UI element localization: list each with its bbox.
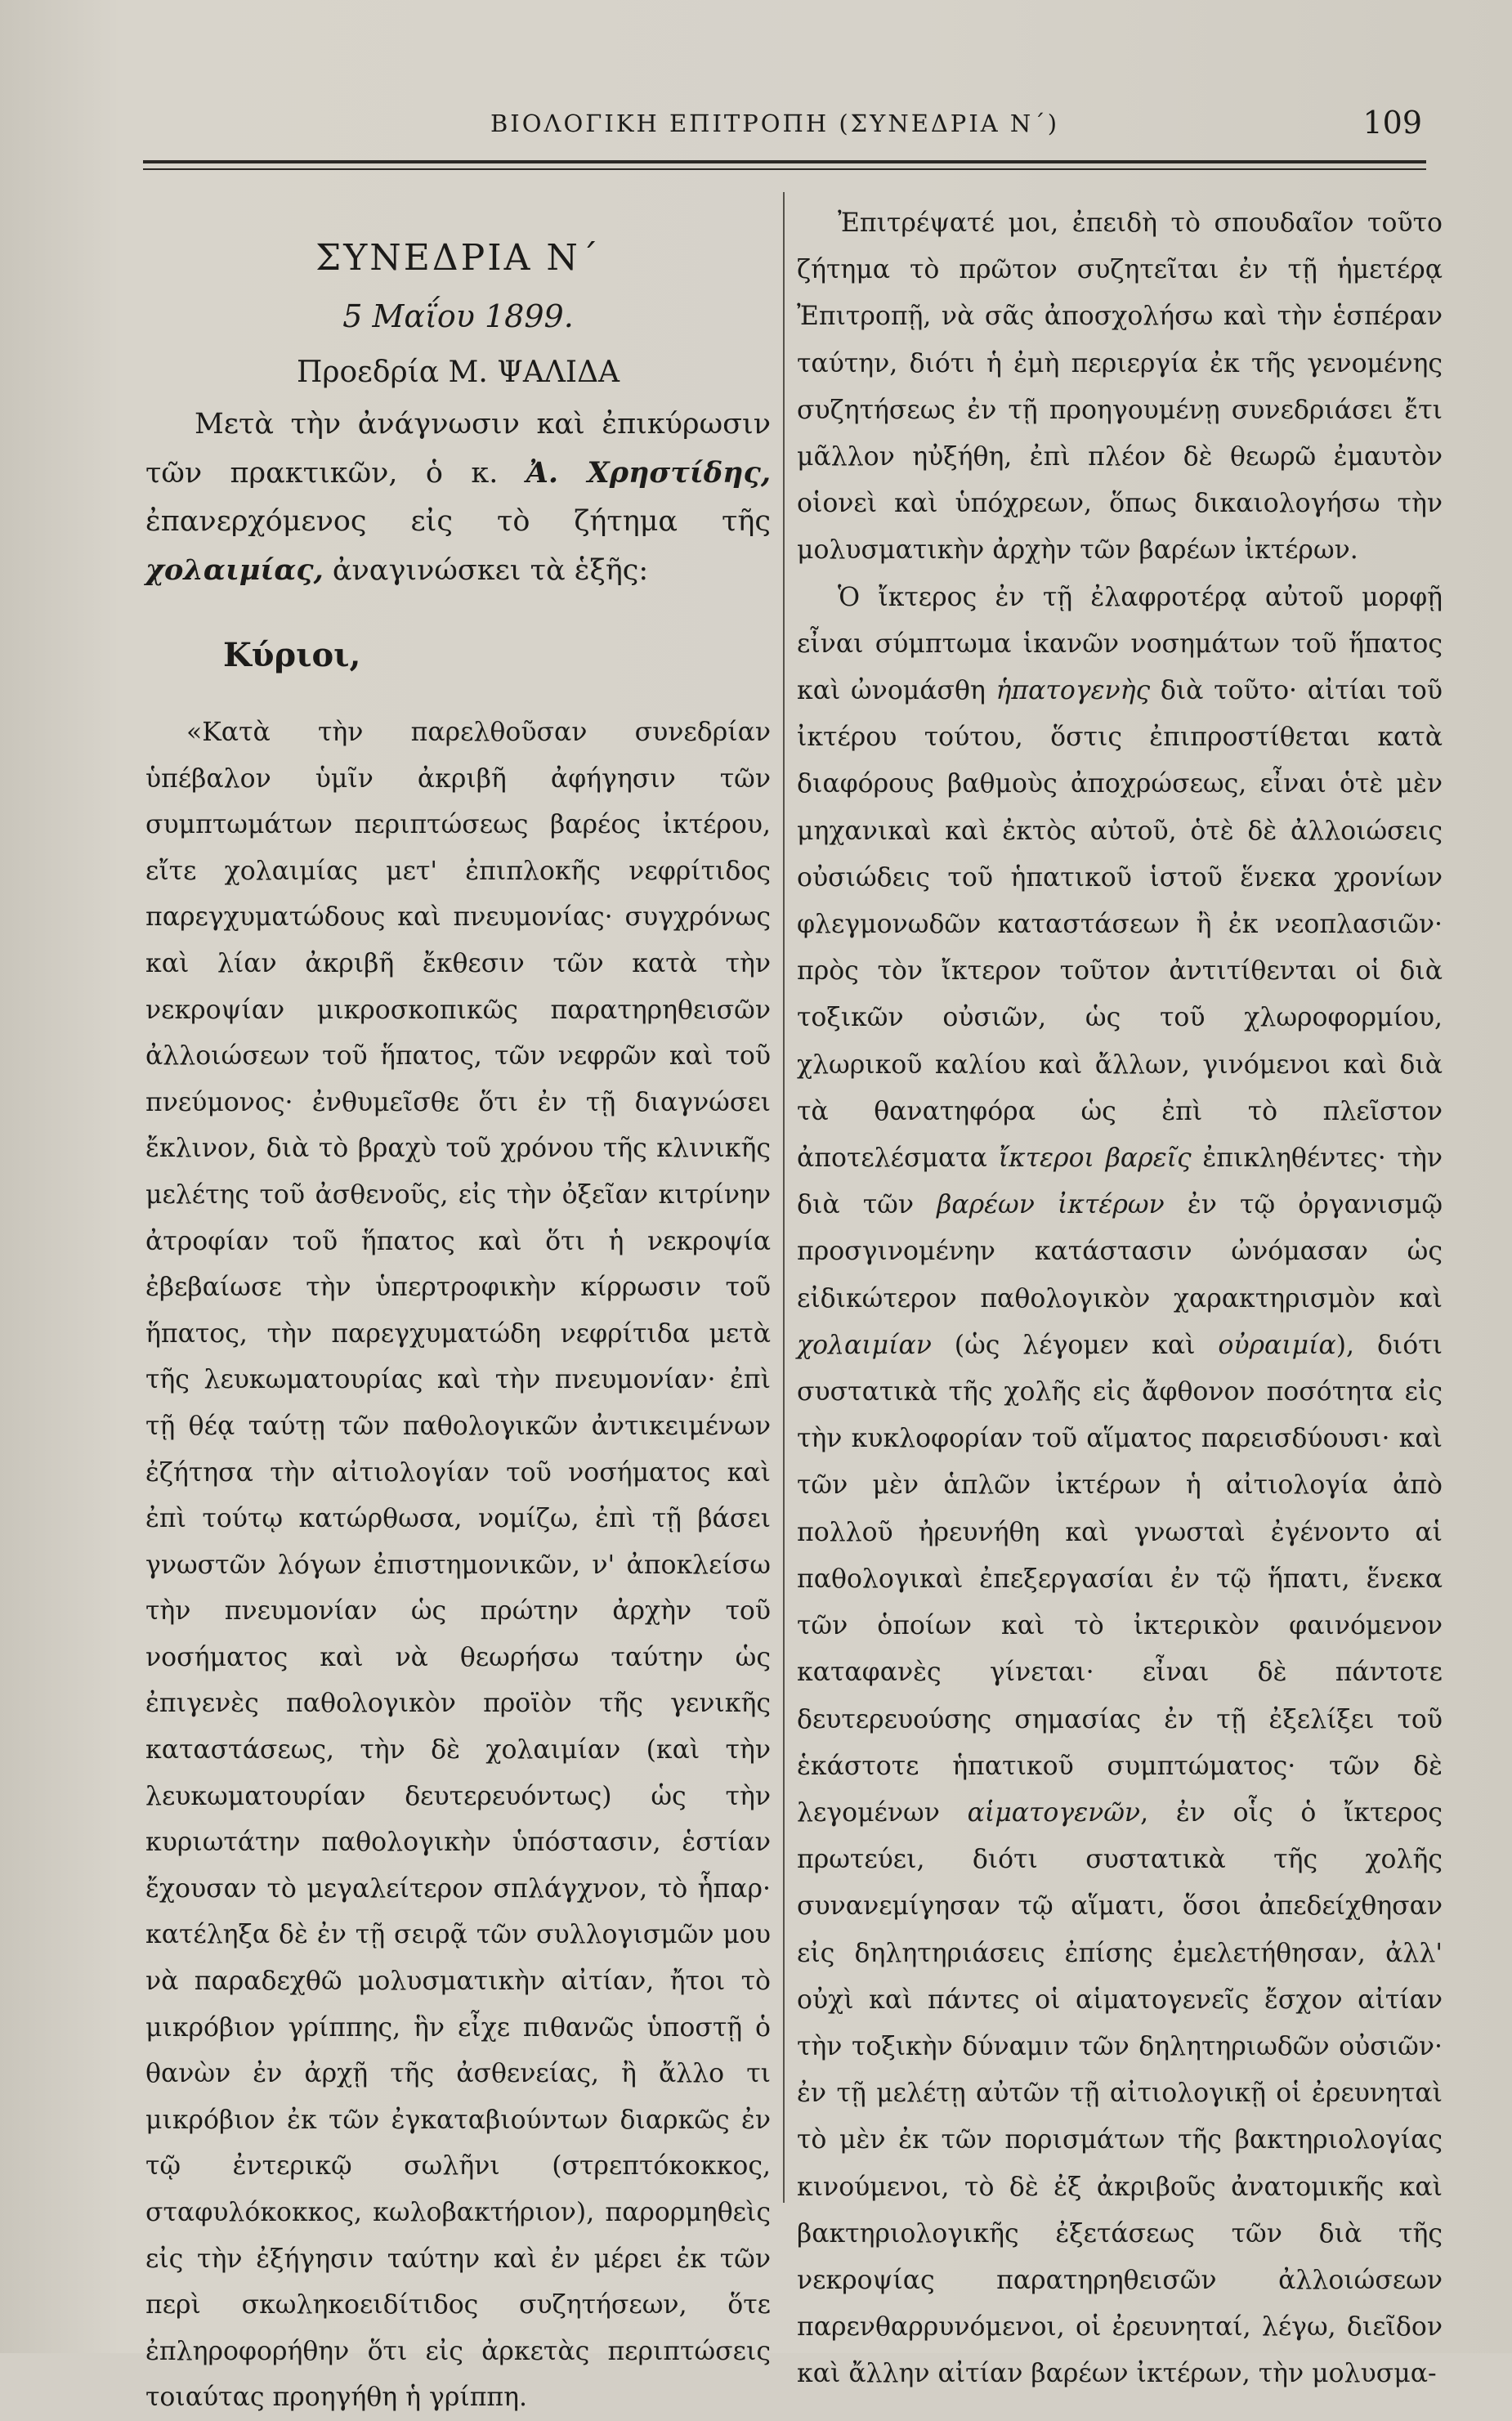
presidency-line: Προεδρία Μ. ΨΑΛΙΔΑ [296, 356, 620, 389]
left-body-paragraph: «Κατὰ τὴν παρελθοῦσαν συνεδρίαν ὑπέβαλον ὑμῖν ἀκριβῆ ἀφήγησιν τῶν συμπτωμάτων περιπτώσεως βαρέος ἰκτέρου, εἴτε χολαιμίας μετ' ἐπιπλοκῆς νεφρίτιδος παρεγχυματώδους καὶ πνευμονίας· συγχρόνως καὶ λίαν ἀκριβῆ ἔκθεσιν τῶν κατὰ τὴν νεκροψίαν μικροσκοπικῶς παρατηρηθεισῶν ἀλλοιώσεων τοῦ ἥπατος, τῶν νεφρῶν καὶ τοῦ πνεύμονος· ἐνθυμεῖσθε ὅτι ἐν τῇ διαγνώσει ἔκλινον, διὰ τὸ βραχὺ τοῦ χρόνου τῆς κλινικῆς μελέτης τοῦ ἀσθενοῦς, εἰς τὴν ὀξεῖαν κιτρίνην ἀτροφίαν τοῦ ἥπατος καὶ ὅτι ἡ νεκροψία ἐβεβαίωσε τὴν ὑπερτροφικὴν κίρρωσιν τοῦ ἥπατος, τὴν παρεγχυματώδη νεφρίτιδα μετὰ τῆς λευκωματουρίας καὶ τὴν πνευμονίαν· ἐπὶ τῇ θέᾳ ταύτῃ τῶν παθολογικῶν ἀντικειμένων ἐζήτησα τὴν αἰτιολογίαν τοῦ νοσήματος καὶ ἐπὶ τούτῳ κατώρθωσα, νομίζω, ἐπὶ τῇ βάσει γνωστῶν λόγων ἐπιστημονικῶν, ν' ἀποκλείσω τὴν πνευμονίαν ὡς πρώτην ἀρχὴν τοῦ νοσήματος καὶ νὰ θεωρήσω ταύτην ὡς ἐπιγενὲς παθολογικὸν προϊὸν τῆς γενικῆς καταστάσεως, τὴν δὲ χολαιμίαν (καὶ τὴν λευκωματουρίαν δευτερευόντως) ὡς τὴν κυριωτάτην παθολογικὴν ὑπόστασιν, ἑστίαν ἔχουσαν τὸ μεγαλείτερον σπλάγχνον, τὸ ἧπαρ· κατέληξα δὲ ἐν τῇ σειρᾷ τῶν συλλογισμῶν μου νὰ παραδεχθῶ μολυσματικὴν αἰτίαν, ἤτοι τὸ μικρόβιον γρίππης, ἣν εἶχε πιθανῶς ὑποστῇ ὁ θανὼν ἐν ἀρχῇ τῆς ἀσθενείας, ἢ ἄλλο τι μικρόβιον ἐκ τῶν ἐγκαταβιούντων διαρκῶς ἐν τῷ ἐντερικῷ σωλῆνι (στρεπτόκοκκος, σταφυλόκοκκος, κωλοβακτήριον), παρορμηθεὶς εἰς τὴν ἐξήγησιν ταύτην καὶ ἐν μέρει ἐκ τῶν περὶ σκωληκοειδίτιδος συζητήσεων, ὅτε ἐπληροφορήθην ὅτι εἰς ἀρκετὰς περιπτώσεις τοιαύτας προηγήθη ἡ γρίππη. [145, 718, 771, 2413]
page-number: 109 [1362, 105, 1422, 141]
intro-text-a: Μετὰ τὴν ἀνάγνωσιν καὶ ἐπικύρωσιν τῶν πρακτικῶν, ὁ κ. [145, 408, 771, 490]
p2-text-c: ἐπικληθέντες· τὴν διὰ τῶν [797, 1143, 1443, 1220]
session-date: 5 Μαΐου 1899. [342, 298, 574, 334]
salutation: Κύριοι, [223, 636, 361, 674]
page-header [147, 105, 1422, 154]
right-paragraph-2 [797, 575, 1443, 2398]
p2-text-g: , ἐν οἷς ὁ ἴκτερος πρωτεύει, διότι συστατικὰ τῆς χολῆς συνανεμίγησαν τῷ αἵματι, ὅσοι ἀπεδείχθησαν εἰς δηλητηριάσεις ἐπίσης ἐμελετήθησαν, ἀλλ' οὐχὶ καὶ πάντες οἱ αἱματογενεῖς ἔσχον αἰτίαν τὴν τοξικὴν δύναμιν τῶν δηλητηριωδῶν οὐσιῶν· ἐν τῇ μελέτῃ αὐτῶν τῇ αἰτιολογικῇ οἱ ἐρευνηταὶ τὸ μὲν ἐκ τῶν πορισμάτων τῆς βακτηριολογίας κινούμενοι, τὸ δὲ ἐξ ἀκριβοῦς ἀνατομικῆς καὶ βακτηριολογικῆς ἐξετάσεως τῶν διὰ τῆς νεκροψίας παρατηρηθεισῶν ἀλλοιώσεων παρενθαρρυνόμενοι, οἱ ἐρευνηταί, λέγω, διεῖδον καὶ ἄλλην αἰτίαν βαρέων ἰκτέρων, τὴν μολυσμα- [797, 1797, 1443, 2389]
left-column [145, 200, 771, 2421]
intro-text-c: ἀναγινώσκει τὰ ἑξῆς: [323, 554, 649, 587]
header-rule-thin [143, 168, 1426, 170]
column-divider [783, 192, 785, 2203]
right-column [797, 200, 1443, 2398]
term-severe-icterus-gen: βαρέων ἰκτέρων [937, 1190, 1165, 1220]
term-haematogenic: αἱματογενῶν [967, 1797, 1141, 1828]
p2-text-f: ), διότι συστατικὰ τῆς χολῆς εἰς ἄφθονον ποσότητα εἰς τὴν κυκλοφορίαν τοῦ αἵματος παρεισδύουσι· καὶ τῶν μὲν ἁπλῶν ἰκτέρων ἡ αἰτιολογία ἀπὸ πολλοῦ ἠρευνήθη καὶ γνωσταὶ ἐγένοντο αἱ παθολογικαὶ ἐπεξεργασίαι ἐν τῷ ἥπατι, ἕνεκα τῶν ὁποίων καὶ τὸ ἰκτερικὸν φαινόμενον καταφανὲς γίνεται· εἶναι δὲ πάντοτε δευτερευούσης σημασίας ἐν τῇ ἐξελίξει τοῦ ἑκάστοτε ἡπατικοῦ συμπτώματος· τῶν δὲ λεγομένων [797, 1330, 1443, 1828]
speaker-name: Ἀ. Χρηστίδης, [526, 456, 772, 490]
session-title: ΣΥΝΕΔΡΙΑ Ν΄ [315, 237, 601, 279]
p2-text-a: Ὁ ἴκτερος ἐν τῇ ἐλαφροτέρᾳ αὐτοῦ μορφῇ εἶναι σύμπτωμα ἱκανῶν νοσημάτων τοῦ ἥπατος καὶ ὠνομάσθη [797, 582, 1443, 706]
p2-text-d: ἐν τῷ ὀργανισμῷ προσγινομένην κατάστασιν ὠνόμασαν ὡς εἰδικώτερον παθολογικὸν χαρακτηρισμὸν καὶ [797, 1190, 1443, 1313]
p2-text-e: (ὡς λέγομεν καὶ [931, 1330, 1219, 1360]
term-cholaemia: χολαιμίαν [797, 1330, 932, 1360]
term-severe-icterus: ἴκτεροι βαρεῖς [998, 1143, 1192, 1174]
intro-paragraph [145, 401, 771, 595]
running-title: ΒΙΟΛΟΓΙΚΗ ΕΠΙΤΡΟΠΗ (ΣΥΝΕΔΡΙΑ Ν΄) [490, 110, 1060, 137]
right-paragraph-1: Ἐπιτρέψατέ μοι, ἐπειδὴ τὸ σπουδαῖον τοῦτο ζήτημα τὸ πρῶτον συζητεῖται ἐν τῇ ἡμετέρᾳ Ἐπιτροπῇ, νὰ σᾶς ἀποσχολήσω καὶ τὴν ἑσπέραν ταύτην, διότι ἡ ἐμὴ περιεργία ἐκ τῆς γενομένης συζητήσεως ἐν τῇ προηγουμένῃ συνεδριάσει ἔτι μᾶλλον ηὐξήθη, ἐπὶ πλέον δὲ θεωρῶ ἐμαυτὸν οἱονεὶ καὶ ὑπόχρεων, ὅπως δικαιολογήσω τὴν μολυσματικὴν ἀρχὴν τῶν βαρέων ἰκτέρων. [797, 208, 1443, 566]
header-rule-thick [143, 160, 1426, 163]
term-uraemia: οὐραιμία [1218, 1330, 1336, 1360]
intro-text-b: ἐπανερχόμενος εἰς τὸ ζήτημα τῆς [145, 505, 771, 538]
p2-text-b: διὰ τοῦτο· αἰτίαι τοῦ ἰκτέρου τούτου, ὅστις ἐπιπροστίθεται κατὰ διαφόρους βαθμοὺς ἀποχρώσεως, εἶναι ὁτὲ μὲν μηχανικαὶ καὶ ἐκτὸς αὐτοῦ, ὁτὲ δὲ ἀλλοιώσεις οὐσιώδεις τοῦ ἡπατικοῦ ἱστοῦ ἕνεκα χρονίων φλεγμονωδῶν καταστάσεων ἢ ἐκ νεοπλασιῶν· πρὸς τὸν ἴκτερον τοῦτον ἀντιτίθενται οἱ διὰ τοξικῶν οὐσιῶν, ὡς τοῦ χλωροφορμίου, χλωρικοῦ καλίου καὶ ἄλλων, γινόμενοι καὶ διὰ τὰ θανατηφόρα ὡς ἐπὶ τὸ πλεῖστον ἀποτελέσματα [797, 676, 1443, 1174]
topic-term: χολαιμίας, [145, 553, 324, 587]
term-hepatogenic: ἡπατογενὴς [995, 676, 1151, 706]
